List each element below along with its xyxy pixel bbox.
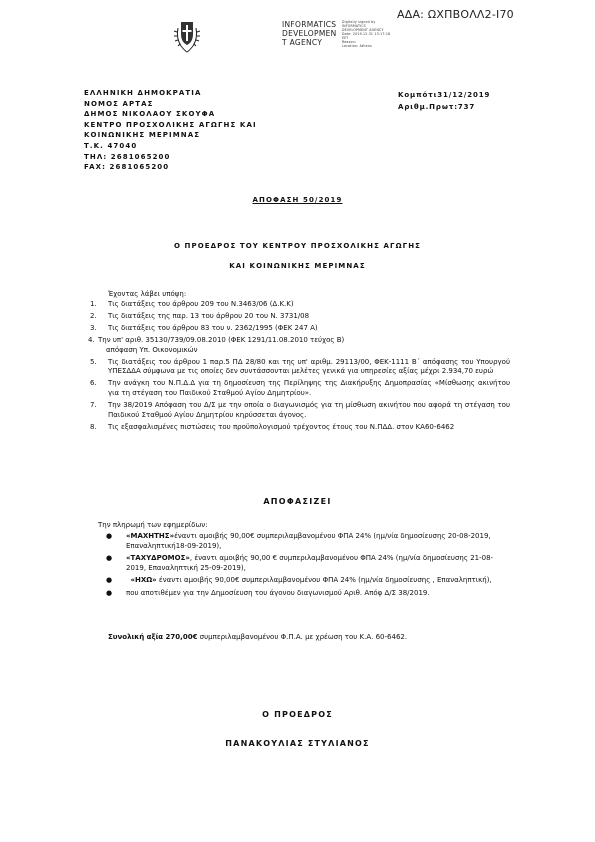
greek-emblem-icon: [172, 16, 202, 54]
logo-line: INFORMATICS: [282, 20, 337, 29]
payment-intro: Την πληρωμή των εφημερίδων:: [98, 521, 208, 529]
date-block: [398, 90, 490, 113]
president-title: Ο ΠΡΟΕΔΡΟΣ: [262, 710, 333, 719]
item-number: 6.: [90, 379, 97, 388]
total-label: Συνολική αξία 270,00€: [108, 633, 198, 641]
list-item: [106, 532, 506, 551]
item-number: 7.: [90, 401, 97, 410]
signature-line: Location: Athens: [342, 44, 372, 48]
list-item: [90, 324, 510, 334]
bullet-icon: ●: [106, 588, 113, 597]
item-text: Την ανάγκη του Ν.Π.Δ.Δ για τη δημοσίευση της Περίληψης της Διακήρυξης Δημοπρασίας «Μίσθωσης ακινήτου για τη στέγαση του Παιδικού Σταθμού Αγίου Δημητρίου».: [108, 379, 510, 397]
heading-line-1: Ο ΠΡΟΕΔΡΟΣ ΤΟΥ ΚΕΝΤΡΟΥ ΠΡΟΣΧΟΛΙΚΗΣ ΑΓΩΓΗΣ: [173, 242, 422, 250]
item-text: Τις διατάξεις του άρθρου 1 παρ.5 ΠΔ 28/80 και της υπ' αριθμ. 29113/00, ΦΕΚ-1111 Β΄ απόφασης του Υπουργού ΥΠΕΣΔΔΑ σύμφωνα με τις οποίες δεν συντάσσονται μελέτες γενικά για υπηρεσίες αξίας μέχρι 2.934,70 ευρώ: [108, 357, 510, 376]
list-item: [106, 589, 506, 599]
informatics-logo: [282, 20, 337, 47]
list-item: [90, 358, 510, 377]
signature-line: Date: 2019.12.31 13:17:18: [342, 32, 391, 36]
sender-line: ΤΗΛ: 2681065200: [84, 152, 171, 161]
newspaper-name: «ΜΑΧΗΤΗΣ»: [126, 532, 175, 540]
total-detail: συμπεριλαμβανομένου Φ.Π.Α. με χρέωση του Κ.Α. 60-6462.: [197, 633, 408, 641]
sender-line: FAX: 2681065200: [84, 163, 170, 172]
signature-line: DEVELOPMENT AGENCY: [342, 28, 384, 32]
item-number: 3.: [90, 324, 97, 333]
list-item: [106, 576, 506, 586]
sender-line: ΚΕΝΤΡΟ ΠΡΟΣΧΟΛΙΚΗΣ ΑΓΩΓΗΣ ΚΑΙ: [84, 120, 257, 129]
list-item: [90, 312, 510, 322]
bullet-detail: , έναντι αμοιβής 90,00 € συμπεριλαμβανομένου ΦΠΑ 24% (ημ/νία δημοσίευσης 21-08-2019, Επαναληπτική 25-09-2019),: [126, 554, 494, 572]
sender-line: ΚΟΙΝΩΝΙΚΗΣ ΜΕΡΙΜΝΑΣ: [84, 131, 201, 140]
signature-line: INFORMATICS: [342, 24, 366, 28]
sender-line: ΔΗΜΟΣ ΝΙΚΟΛΑΟΥ ΣΚΟΥΦΑ: [84, 110, 216, 119]
list-item: [90, 300, 510, 310]
considerations-intro: Έχοντας λάβει υπόψη:: [108, 290, 187, 298]
bullet-detail: έναντι αμοιβής 90,00€ συμπεριλαμβανομένου ΦΠΑ 24% (ημ/νία δημοσίευσης , Επαναληπτική),: [156, 576, 492, 584]
item-number: 8.: [90, 422, 97, 431]
item-number: 4.: [88, 336, 95, 345]
sender-line: ΕΛΛΗΝΙΚΗ ΔΗΜΟΚΡΑΤΙΑ: [84, 89, 202, 97]
list-item: [106, 554, 506, 573]
signature-line: Reason:: [342, 40, 357, 44]
bullet-text: [126, 532, 506, 551]
item-text-sub: απόφαση Υπ. Οικονομικών: [106, 345, 198, 354]
president-name: ΠΑΝΑΚΟΥΛΙΑΣ ΣΤΥΛΙΑΝΟΣ: [225, 739, 370, 748]
sender-line: Τ.Κ. 47040: [84, 141, 138, 150]
item-text: Τις διατάξεις του άρθρου 209 του Ν.3463/06 (Δ.Κ.Κ): [108, 300, 294, 308]
protocol-number: Αριθμ.Πρωτ:737: [398, 102, 476, 111]
ada-code: ΑΔΑ: ΩΧΠΒΟΛΛ2-Ι70: [397, 8, 514, 21]
digital-signature-note: [342, 20, 390, 48]
considerations-list: [90, 300, 510, 435]
list-item: [90, 379, 510, 398]
list-item: [88, 336, 510, 355]
logo-line: DEVELOPMEN: [282, 29, 337, 38]
bullet-icon: ●: [106, 554, 113, 562]
item-text: [98, 336, 510, 355]
bullet-detail: έναντι αμοιβής 90,00€ συμπεριλαμβανομένου ΦΠΑ 24% (ημ/νία δημοσίευσης 20-08-2019, Επαναληπτική18-09-2019),: [126, 532, 491, 550]
list-item: [90, 423, 510, 433]
item-text: Την 38/2019 Απόφαση του Δ/Σ με την οποία ο διαγωνισμός για τη μίσθωση ακινήτου που αφορά τη στέγαση του Παιδικού Σταθμού Αγίου Δημητρίου κηρύσσεται άγονος.: [108, 401, 510, 419]
item-text: Τις εξασφαλισμένες πιστώσεις του προϋπολογισμού τρέχοντος έτους του Ν.ΠΔΔ. στον ΚΑ60-6462: [108, 422, 455, 431]
item-text: Τις διατάξεις του άρθρου 83 του ν. 2362/1995 (ΦΕΚ 247 Α): [108, 324, 318, 333]
item-number: 1.: [90, 300, 97, 308]
sender-line: ΝΟΜΟΣ ΑΡΤΑΣ: [84, 99, 154, 108]
list-item: [90, 401, 510, 420]
heading-line-2: ΚΑΙ ΚΟΙΝΩΝΙΚΗΣ ΜΕΡΙΜΝΑΣ: [229, 262, 366, 270]
newspaper-name: «ΤΑΧΥΔΡΟΜΟΣ»: [126, 554, 190, 562]
item-number: 5.: [90, 357, 97, 366]
total-amount: [108, 633, 510, 643]
bullet-icon: ●: [106, 532, 113, 540]
decision-title: ΑΠΟΦΑΣΗ 50/2019: [252, 196, 343, 204]
newspaper-list: [106, 532, 506, 601]
logo-line: T AGENCY: [282, 38, 323, 47]
bullet-text: [126, 554, 506, 573]
bullet-text: [126, 576, 506, 586]
bullet-text: που αποτιθέμεν για την Δημοσίευση του άγονου διαγωνισμού Αριθ. Απόφ Δ/Σ 38/2019.: [126, 588, 430, 597]
item-text-main: Την υπ' αριθ. 35130/739/09.08.2010 (ΦΕΚ 1291/11.08.2010 τεύχος Β): [98, 336, 345, 345]
decides-heading: ΑΠΟΦΑΣΙΖΕΙ: [263, 497, 332, 506]
sender-block: [84, 88, 257, 173]
signature-line: Digitally signed by: [342, 20, 376, 24]
signature-line: EET: [342, 36, 349, 40]
document-date: Κομπότι31/12/2019: [398, 91, 491, 99]
item-number: 2.: [90, 312, 97, 321]
item-text: Τις διατάξεις της παρ. 13 του άρθρου 20 του Ν. 3731/08: [108, 312, 310, 321]
bullet-icon: ●: [106, 576, 113, 584]
newspaper-name: «ΗΧΩ»: [130, 576, 157, 584]
